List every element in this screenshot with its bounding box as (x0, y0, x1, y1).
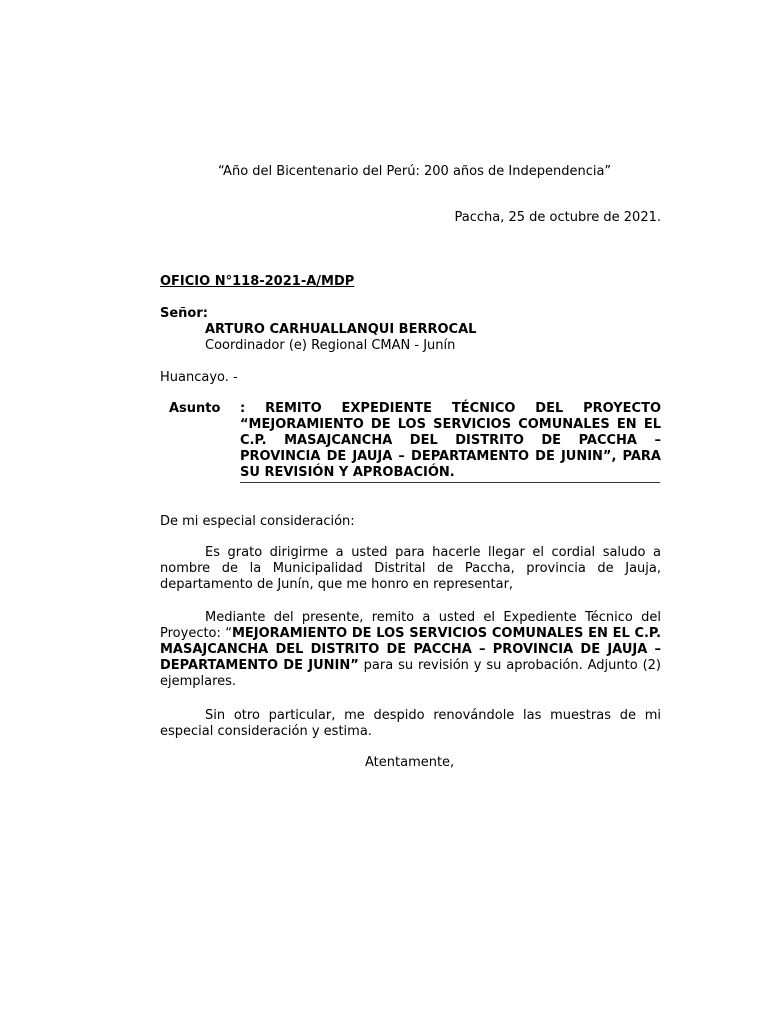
addressee-role: Coordinador (e) Regional CMAN - Junín (205, 338, 456, 353)
city-line: Huancayo. - (160, 370, 238, 385)
paragraph-2-project-name: MEJORAMIENTO DE LOS SERVICIOS COMUNALES EN EL C.P. MASAJCANCHA DEL DISTRITO DE PACCHA – PROVINCIA DE JAUJA – DEPARTAMENTO DE JUNIN” (160, 626, 662, 673)
paragraph-3 (160, 708, 661, 740)
subject-label: Asunto (169, 401, 221, 416)
closing: Atentamente, (365, 755, 455, 770)
greeting: De mi especial consideración: (160, 514, 355, 529)
paragraph-2-intro: Mediante del presente, remito a usted el Expediente Técnico del Proyecto: “ (160, 610, 661, 641)
subject-text-content: : REMITO EXPEDIENTE TÉCNICO DEL PROYECTO “MEJORAMIENTO DE LOS SERVICIOS COMUNALES EN EL C.P. MASAJCANCHA DEL DISTRITO DE PACCHA – PROVINCIA DE JAUJA – DEPARTAMENTO DE JUNIN”, PARA SU REVISIÓN Y APROBACIÓN. (240, 401, 661, 480)
year-motto: “Año del Bicentenario del Perú: 200 años de Independencia” (218, 164, 612, 179)
paragraph-2-outro: para su revisión y su aprobación. Adjunto (2) ejemplares. (160, 658, 661, 689)
salutation-title: Señor: (160, 306, 208, 321)
subject-text (240, 401, 661, 481)
date-line: Paccha, 25 de octubre de 2021. (454, 210, 661, 225)
oficio-number: OFICIO N°118-2021-A/MDP (160, 274, 355, 289)
paragraph-1 (160, 545, 661, 593)
paragraph-2 (160, 610, 661, 690)
paragraph-3-text: Sin otro particular, me despido renovándole las muestras de mi especial consideración y estima. (160, 708, 661, 739)
letter-page (160, 0, 661, 1024)
addressee-name: ARTURO CARHUALLANQUI BERROCAL (205, 322, 477, 337)
subject-divider (240, 482, 660, 483)
paragraph-1-text: Es grato dirigirme a usted para hacerle llegar el cordial saludo a nombre de la Municipalidad Distrital de Paccha, provincia de Jauja, departamento de Junín, que me honro en representar, (160, 545, 661, 592)
